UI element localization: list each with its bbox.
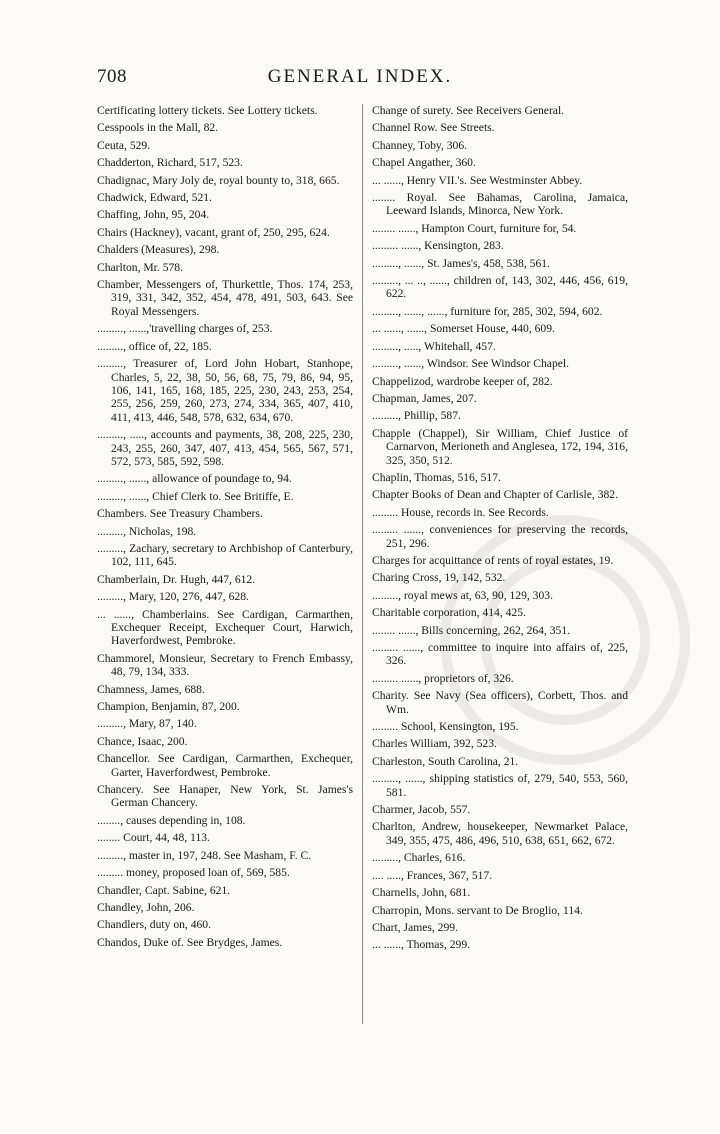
- index-entry: ........., Charles, 616.: [372, 851, 466, 865]
- index-entry: Chandos, Duke of. See Brydges, James.: [97, 935, 283, 949]
- index-entry: ........ Royal. See Bahamas, Carolina, Jamaica, Leeward Islands, Minorca, New York.: [372, 191, 628, 218]
- index-entry: ... ......, Chamberlains. See Cardigan, Carmarthen, Exchequer Receipt, Exchequer Court, Harwich, Haverfordwest, Pembroke.: [97, 607, 353, 648]
- index-entry: ......... House, records in. See Records.: [372, 505, 549, 519]
- index-entry: Chandlers, duty on, 460.: [97, 918, 211, 932]
- index-entry: Chadderton, Richard, 517, 523.: [97, 156, 243, 170]
- index-entry: Charmer, Jacob, 557.: [372, 803, 471, 817]
- index-entry: ... ......, Thomas, 299.: [372, 938, 471, 952]
- index-entry: Chammorel, Monsieur, Secretary to French Embassy, 48, 79, 134, 333.: [97, 651, 353, 679]
- index-entry: Chamness, James, 688.: [97, 682, 205, 696]
- index-entry: ........., master in, 197, 248. See Masham, F. C.: [97, 848, 312, 862]
- page-number: 708: [97, 66, 127, 87]
- index-entry: ......... ......, committee to inquire into affairs of, 225, 326.: [372, 641, 628, 668]
- index-entry: ........ Court, 44, 48, 113.: [97, 831, 210, 845]
- index-entry: Chancery. See Hanaper, New York, St. James's German Chancery.: [97, 783, 353, 810]
- index-entry: Champion, Benjamin, 87, 200.: [97, 700, 240, 714]
- index-entry: ........ ......, Bills concerning, 262, 264, 351.: [372, 623, 571, 637]
- index-entry: Chandley, John, 206.: [97, 900, 195, 914]
- index-entry: Charing Cross, 19, 142, 532.: [372, 571, 506, 585]
- index-entry: Chadignac, Mary Joly de, royal bounty to, 318, 665.: [97, 173, 340, 187]
- index-entry: Chamberlain, Dr. Hugh, 447, 612.: [97, 572, 256, 586]
- index-entry: Chapman, James, 207.: [372, 391, 477, 405]
- index-entry: ........., ......, shipping statistics of, 279, 540, 553, 560, 581.: [372, 772, 628, 799]
- index-entry: Charitable corporation, 414, 425.: [372, 606, 526, 620]
- index-entry: Chaffing, John, 95, 204.: [97, 208, 210, 222]
- index-entry: Chancellor. See Cardigan, Carmarthen, Exchequer, Garter, Haverfordwest, Pembroke.: [97, 752, 353, 779]
- index-entry: ......... ......, Kensington, 283.: [372, 239, 504, 253]
- index-entry: ......... money, proposed loan of, 569, 585.: [97, 866, 290, 880]
- index-entry: Channey, Toby, 306.: [372, 138, 468, 152]
- index-entry: Certificating lottery tickets. See Lottery tickets.: [97, 104, 318, 117]
- index-entry: ........., ....., Whitehall, 457.: [372, 339, 496, 353]
- index-entry: ... ......, ......, Somerset House, 440, 609.: [372, 322, 555, 336]
- index-entry: Chalders (Measures), 298.: [97, 243, 220, 257]
- index-entry: ........., ......, Chief Clerk to. See Britiffe, E.: [97, 489, 294, 503]
- index-entry: Chapel Angather, 360.: [372, 156, 476, 170]
- index-entry: Chadwick, Edward, 521.: [97, 191, 212, 205]
- left-column: [97, 104, 353, 953]
- index-entry: Chapple (Chappel), Sir William, Chief Justice of Carnarvon, Merioneth and Anglesea, 172, 194, 316, 325, 350, 512.: [372, 426, 628, 467]
- running-head: GENERAL INDEX.: [267, 66, 453, 87]
- index-entry: Charlton, Andrew, housekeeper, Newmarket Palace, 349, 355, 475, 486, 496, 510, 638, 651, 662, 672.: [372, 820, 628, 847]
- index-entry: ........., Nicholas, 198.: [97, 524, 197, 538]
- index-entry: Chamber, Messengers of, Thurkettle, Thos. 174, 253, 319, 331, 342, 352, 454, 478, 491, 503, 643. See Royal Messengers.: [97, 278, 353, 318]
- index-entry: Chance, Isaac, 200.: [97, 734, 188, 748]
- index-entry: ......... ......, proprietors of, 326.: [372, 671, 514, 685]
- index-entry: Cesspools in the Mall, 82.: [97, 121, 219, 135]
- index-entry: ........ ......, Hampton Court, furniture for, 54.: [372, 221, 577, 235]
- index-entry: ........., ......, allowance of poundage to, 94.: [97, 472, 292, 486]
- index-entry: Chart, James, 299.: [372, 920, 458, 934]
- index-entry: Charropin, Mons. servant to De Broglio, 114.: [372, 903, 583, 917]
- index-entry: ........., ......, Windsor. See Windsor Chapel.: [372, 357, 570, 371]
- index-entry: ......... ......, conveniences for preserving the records, 251, 296.: [372, 523, 628, 550]
- index-entry: Charlton, Mr. 578.: [97, 260, 183, 274]
- index-entry: Chaplin, Thomas, 516, 517.: [372, 470, 501, 484]
- index-entry: Change of surety. See Receivers General.: [372, 104, 565, 117]
- index-entry: Charges for acquittance of rents of royal estates, 19.: [372, 553, 614, 567]
- index-entry: Chandler, Capt. Sabine, 621.: [97, 883, 231, 897]
- column-divider: [362, 104, 363, 1024]
- index-entry: ........., royal mews at, 63, 90, 129, 303.: [372, 588, 553, 602]
- index-entry: ........., ......,'travelling charges of, 253.: [97, 322, 273, 336]
- index-entry: ........., ....., accounts and payments, 38, 208, 225, 230, 243, 255, 260, 347, 407, 413, 454, 565, 567, 571, 572, 573, 585, 592, 598.: [97, 428, 353, 468]
- index-entry: Charleston, South Carolina, 21.: [372, 754, 519, 768]
- index-entry: ... ......, Henry VII.'s. See Westminster Abbey.: [372, 173, 583, 187]
- index-entry: ........., Treasurer of, Lord John Hobart, Stanhope, Charles, 5, 22, 38, 50, 56, 68, 75, 79, 86, 94, 95, 106, 141, 165, 168, 185, 225, 230, 243, 253, 254, 255, 256, 259, 260, 273, 274, 334, 365, 407, 410, 411, 413, 446, 548, 578, 632, 634, 670.: [97, 357, 353, 424]
- index-entry: ........., ......, St. James's, 458, 538, 561.: [372, 256, 550, 270]
- index-entry: Ceuta, 529.: [97, 138, 151, 152]
- index-entry: ........, causes depending in, 108.: [97, 813, 246, 827]
- index-entry: ........., ......, ......, furniture for, 285, 302, 594, 602.: [372, 304, 603, 318]
- index-entry: Chapter Books of Dean and Chapter of Carlisle, 382.: [372, 488, 618, 502]
- index-entry: .... ....., Frances, 367, 517.: [372, 868, 493, 882]
- index-entry: ........., ... .., ......, children of, 143, 302, 446, 456, 619, 622.: [372, 274, 628, 301]
- index-entry: Chambers. See Treasury Chambers.: [97, 507, 263, 521]
- index-entry: ........., office of, 22, 185.: [97, 339, 212, 353]
- index-entry: ........., Phillip, 587.: [372, 409, 461, 423]
- index-entry: ........., Mary, 120, 276, 447, 628.: [97, 590, 249, 604]
- index-entry: Charity. See Navy (Sea officers), Corbett, Thos. and Wm.: [372, 689, 628, 716]
- index-entry: ........., Zachary, secretary to Archbishop of Canterbury, 102, 111, 645.: [97, 541, 353, 569]
- index-entry: Chappelizod, wardrobe keeper of, 282.: [372, 374, 553, 388]
- index-entry: Charnells, John, 681.: [372, 886, 471, 900]
- index-entry: Chairs (Hackney), vacant, grant of, 250, 295, 624.: [97, 225, 330, 239]
- index-entry: Channel Row. See Streets.: [372, 121, 495, 135]
- index-entry: Charles William, 392, 523.: [372, 737, 497, 751]
- right-column: [372, 104, 628, 956]
- index-entry: ......... School, Kensington, 195.: [372, 720, 519, 734]
- index-entry: ........., Mary, 87, 140.: [97, 717, 197, 731]
